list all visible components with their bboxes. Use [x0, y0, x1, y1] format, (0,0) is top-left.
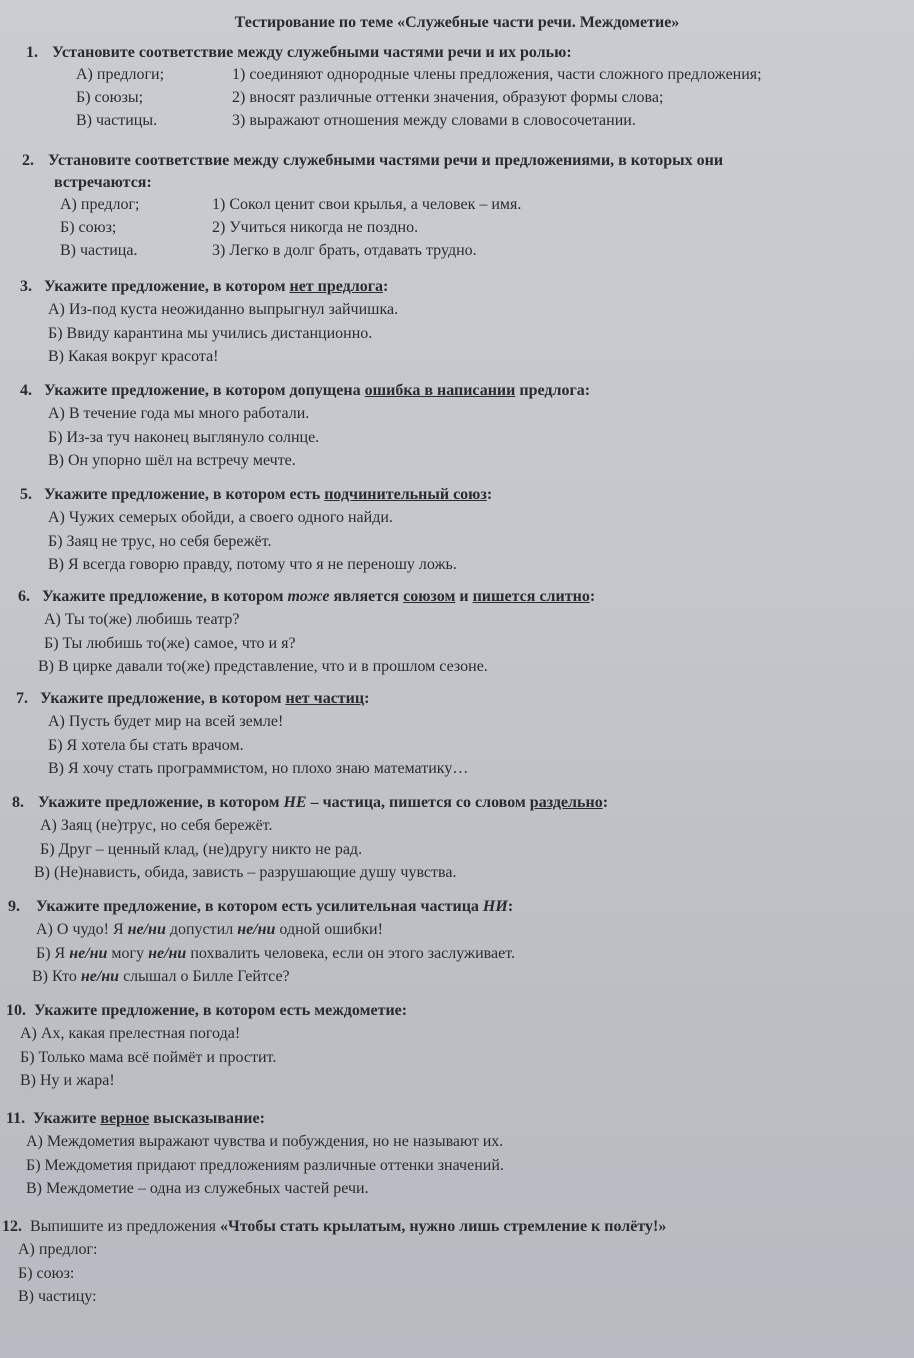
option-text: могу — [107, 944, 149, 962]
answer-option: В) Я всегда говорю правду, потому что я не переношу ложь. — [48, 556, 457, 573]
answer-option: В) Междометие – одна из служебных частей речи. — [26, 1180, 369, 1197]
question-number: 7. — [16, 690, 28, 707]
option-text: допустил — [165, 921, 238, 938]
question-4-text — [20, 380, 914, 402]
punctuation: : — [589, 588, 596, 605]
answer-option: Б) Только мама всё поймёт и простит. — [20, 1048, 277, 1066]
answer-option: В) частицу: — [18, 1288, 97, 1305]
option-right: 3) Легко в долг брать, отдавать трудно. — [212, 242, 477, 259]
options-list — [26, 1130, 914, 1201]
answer-option: А) Из-под куста неожиданно выпрыгнул зайчишка. — [48, 301, 399, 318]
matching-table — [0, 66, 914, 135]
quoted-sentence: «Чтобы стать крылатым, нужно лишь стремление к полёту!» — [220, 1218, 667, 1235]
underlined-keyword: ошибка в написании — [364, 382, 516, 399]
question-prompt: Укажите — [33, 1110, 101, 1127]
question-1-text — [26, 42, 914, 64]
punctuation: : — [507, 898, 514, 915]
question-5 — [0, 484, 914, 577]
answer-option — [36, 942, 914, 966]
question-prompt: Укажите предложение, в котором есть междометие: — [34, 1002, 408, 1019]
underlined-keyword: раздельно — [529, 794, 603, 811]
question-12-text — [2, 1216, 914, 1238]
question-prompt: Выпишите из предложения — [30, 1218, 221, 1235]
option-right: 1) Сокол ценит свои крылья, а человек – имя. — [212, 196, 522, 213]
question-number: 8. — [12, 794, 24, 811]
option-right: 2) Учиться никогда не поздно. — [212, 219, 419, 236]
italic-keyword: тоже — [287, 588, 330, 605]
question-7 — [0, 688, 914, 781]
punctuation: : — [383, 278, 389, 295]
option-left: В) частицы. — [76, 112, 158, 129]
option-text: одной ошибки! — [275, 921, 383, 938]
answer-option: В) Он упорно шёл на встречу мечте. — [48, 452, 296, 469]
answer-option: Б) Ты любишь то(же) самое, что и я? — [44, 634, 296, 652]
answer-option: Б) Ввиду карантина мы учились дистанционно. — [48, 324, 373, 342]
options-list — [48, 506, 914, 577]
matching-row — [0, 219, 914, 242]
question-prompt: Укажите предложение, в котором — [44, 278, 290, 295]
question-number: 3. — [20, 278, 32, 295]
question-number: 11. — [6, 1110, 26, 1127]
underlined-keyword: нет предлога — [289, 278, 384, 295]
punctuation: : — [602, 794, 609, 811]
question-prompt: Укажите предложение, в котором есть — [44, 486, 325, 503]
options-list — [34, 814, 914, 885]
question-number: 6. — [18, 588, 30, 605]
option-left: В) частица. — [60, 242, 138, 259]
question-prompt-mid: является — [329, 588, 404, 605]
answer-option: А) В течение года мы много работали. — [48, 405, 310, 422]
question-12 — [0, 1216, 914, 1309]
matching-row — [0, 66, 914, 89]
underlined-keyword: подчинительный союз — [324, 486, 487, 503]
question-number: 2. — [22, 152, 34, 169]
answer-option: А) Междометия выражают чувства и побуждения, но не называют их. — [26, 1133, 504, 1150]
answer-option: Б) Друг – ценный клад, (не)другу никто не рад. — [40, 840, 363, 858]
page-title: Тестирование по теме «Служебные части речи. Междометие» — [234, 14, 680, 31]
matching-row — [0, 242, 914, 265]
question-5-text — [20, 484, 914, 506]
punctuation: : — [486, 486, 493, 503]
question-4 — [0, 380, 914, 473]
answer-option: Б) союз: — [18, 1264, 75, 1282]
question-11-text — [6, 1108, 914, 1130]
question-prompt-mid: – частица, пишется со словом — [306, 794, 530, 811]
choice-pair: не/ни — [148, 944, 187, 962]
option-left: А) предлог; — [60, 196, 140, 213]
answer-option: В) В цирке давали то(же) представление, что и в прошлом сезоне. — [38, 658, 488, 675]
question-number: 10. — [6, 1002, 26, 1019]
answer-option — [32, 965, 914, 989]
choice-pair: не/ни — [127, 921, 166, 938]
question-prompt-end: высказывание: — [149, 1110, 265, 1127]
answer-option: А) Заяц (не)трус, но себя бережёт. — [40, 817, 273, 834]
underlined-keyword: нет частиц — [285, 690, 365, 707]
question-3 — [0, 276, 914, 369]
option-text: А) О чудо! Я — [36, 921, 128, 938]
answer-option: Б) Заяц не трус, но себя бережёт. — [48, 532, 272, 550]
question-11 — [0, 1108, 914, 1201]
question-number: 4. — [20, 382, 32, 399]
option-text: Б) Я — [36, 944, 70, 962]
option-right: 3) выражают отношения между словами в словосочетании. — [232, 112, 636, 129]
question-prompt: Укажите предложение, в котором есть усилительная частица — [36, 898, 483, 915]
option-left: Б) союзы; — [76, 89, 144, 106]
question-6 — [0, 586, 914, 679]
answer-option: Б) Из-за туч наконец выглянуло солнце. — [48, 428, 320, 446]
option-right: 1) соединяют однородные члены предложения, части сложного предложения; — [232, 66, 762, 83]
question-3-text — [20, 276, 914, 298]
options-list — [20, 1022, 914, 1093]
underlined-keyword: союзом — [403, 588, 456, 605]
answer-option: А) Пусть будет мир на всей земле! — [48, 713, 284, 730]
question-2-text — [22, 150, 914, 172]
option-left: Б) союз; — [60, 219, 117, 236]
question-prompt: Установите соответствие между служебными частями речи и предложениями, в которых они — [48, 152, 724, 169]
italic-keyword: НИ — [482, 898, 508, 915]
answer-option: А) Ах, какая прелестная погода! — [20, 1025, 241, 1042]
answer-option: Б) Я хотела бы стать врачом. — [48, 736, 244, 754]
question-7-text — [16, 688, 914, 710]
options-list — [48, 710, 914, 781]
question-8-text — [12, 792, 914, 814]
matching-row — [0, 89, 914, 112]
question-number: 9. — [8, 898, 20, 915]
option-left: А) предлоги; — [76, 66, 165, 83]
question-prompt: Укажите предложение, в котором — [40, 690, 286, 707]
option-text: похвалить человека, если он этого заслуживает. — [186, 944, 515, 962]
question-8 — [0, 792, 914, 885]
answer-option — [36, 918, 914, 942]
question-number: 5. — [20, 486, 32, 503]
options-list — [48, 402, 914, 473]
question-6-text — [18, 586, 914, 608]
matching-table — [0, 196, 914, 265]
question-number: 12. — [2, 1218, 22, 1235]
answer-option: В) Я хочу стать программистом, но плохо знаю математику… — [48, 760, 469, 777]
choice-pair: не/ни — [237, 921, 276, 938]
question-2 — [0, 150, 914, 265]
question-prompt: Укажите предложение, в котором допущена — [44, 382, 365, 399]
question-10-text — [6, 1000, 914, 1022]
answer-option: А) предлог: — [18, 1241, 98, 1258]
option-text: слышал о Билле Гейтсе? — [119, 968, 290, 985]
italic-keyword: НЕ — [283, 794, 307, 811]
punctuation: : — [364, 690, 370, 707]
choice-pair: не/ни — [80, 968, 120, 985]
question-prompt-end: предлога: — [515, 382, 591, 399]
matching-row — [0, 112, 914, 135]
answer-option: В) Ну и жара! — [20, 1072, 115, 1089]
question-number: 1. — [26, 44, 38, 61]
question-9-text — [8, 896, 914, 918]
underlined-keyword: пишется слитно — [472, 588, 590, 605]
matching-row — [0, 196, 914, 219]
options-list — [18, 1238, 914, 1309]
choice-pair: не/ни — [69, 944, 108, 962]
options-list — [38, 608, 914, 679]
question-9 — [0, 896, 914, 989]
question-prompt: Установите соответствие между служебными частями речи и их ролью: — [52, 44, 572, 61]
question-1 — [0, 42, 914, 135]
options-list — [32, 918, 914, 989]
question-prompt: Укажите предложение, в котором — [42, 588, 288, 605]
question-prompt-cont: встречаются: — [54, 174, 152, 191]
conjunction: и — [455, 588, 473, 605]
option-text: В) Кто — [32, 968, 81, 985]
question-10 — [0, 1000, 914, 1093]
answer-option: А) Ты то(же) любишь театр? — [44, 611, 240, 628]
answer-option: Б) Междометия придают предложениям различные оттенки значений. — [26, 1156, 504, 1174]
answer-option: А) Чужих семерых обойди, а своего одного найди. — [48, 509, 393, 526]
answer-option: В) (Не)нависть, обида, зависть – разрушающие душу чувства. — [34, 864, 457, 881]
underlined-keyword: верное — [100, 1110, 150, 1127]
options-list — [48, 298, 914, 369]
question-prompt: Укажите предложение, в котором — [38, 794, 284, 811]
answer-option: В) Какая вокруг красота! — [48, 348, 219, 365]
option-right: 2) вносят различные оттенки значения, образуют формы слова; — [232, 89, 664, 106]
